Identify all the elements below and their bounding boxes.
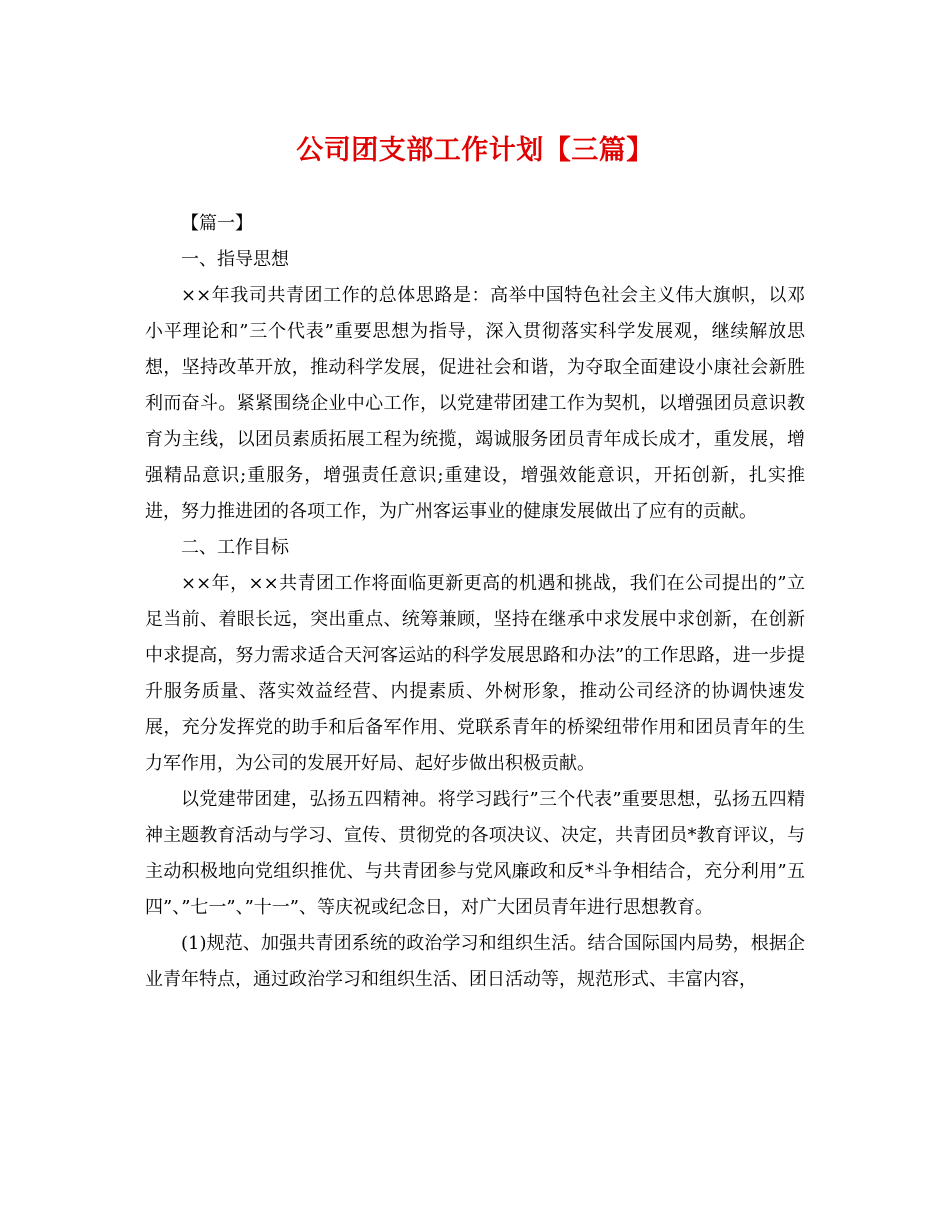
- document-body: [145, 206, 805, 998]
- heading-guiding-ideology: 一、指导思想: [181, 249, 289, 270]
- heading-work-goals: 二、工作目标: [181, 537, 289, 558]
- paragraph-work-goals: ××年，××共青团工作将面临更新更高的机遇和挑战，我们在公司提出的”立足当前、着眼长远，突出重点、统筹兼顾，坚持在继承中求发展中求创新，在创新中求提高，努力需求适合天河客运站的科学发展思路和办法”的工作思路，进一步提升服务质量、落实效益经营、内提素质、外树形象，推动公司经济的协调快速发展，充分发挥党的助手和后备军作用、党联系青年的桥梁纽带作用和团员青年的生力军作用，为公司的发展开好局、起好步做出积极贡献。: [145, 573, 805, 774]
- paragraph-party-building: 以党建带团建，弘扬五四精神。将学习践行”三个代表”重要思想，弘扬五四精神主题教育活动与学习、宣传、贯彻党的各项决议、决定，共青团员*教育评议，与主动积极地向党组织推优、与共青团参与党风廉政和反*斗争相结合，充分利用”五四”、”七一”、”十一”、等庆祝或纪念日，对广大团员青年进行思想教育。: [145, 789, 805, 918]
- document-title: 公司团支部工作计划【三篇】: [296, 135, 654, 166]
- paragraph-political-study: (1)规范、加强共青团系统的政治学习和组织生活。结合国际国内局势，根据企业青年特点，通过政治学习和组织生活、团日活动等，规范形式、丰富内容，: [145, 933, 805, 990]
- paragraph-guiding-ideology: ××年我司共青团工作的总体思路是：高举中国特色社会主义伟大旗帜，以邓小平理论和”三个代表”重要思想为指导，深入贯彻落实科学发展观，继续解放思想，坚持改革开放，推动科学发展，促进社会和谐，为夺取全面建设小康社会新胜利而奋斗。紧紧围绕企业中心工作，以党建带团建工作为契机，以增强团员意识教育为主线，以团员素质拓展工程为统揽，竭诚服务团员青年成长成才，重发展，增强精品意识;重服务，增强责任意识;重建设，增强效能意识，开拓创新，扎实推进，努力推进团的各项工作，为广州客运事业的健康发展做出了应有的贡献。: [145, 285, 805, 522]
- section-heading-part-one: 【篇一】: [181, 213, 253, 234]
